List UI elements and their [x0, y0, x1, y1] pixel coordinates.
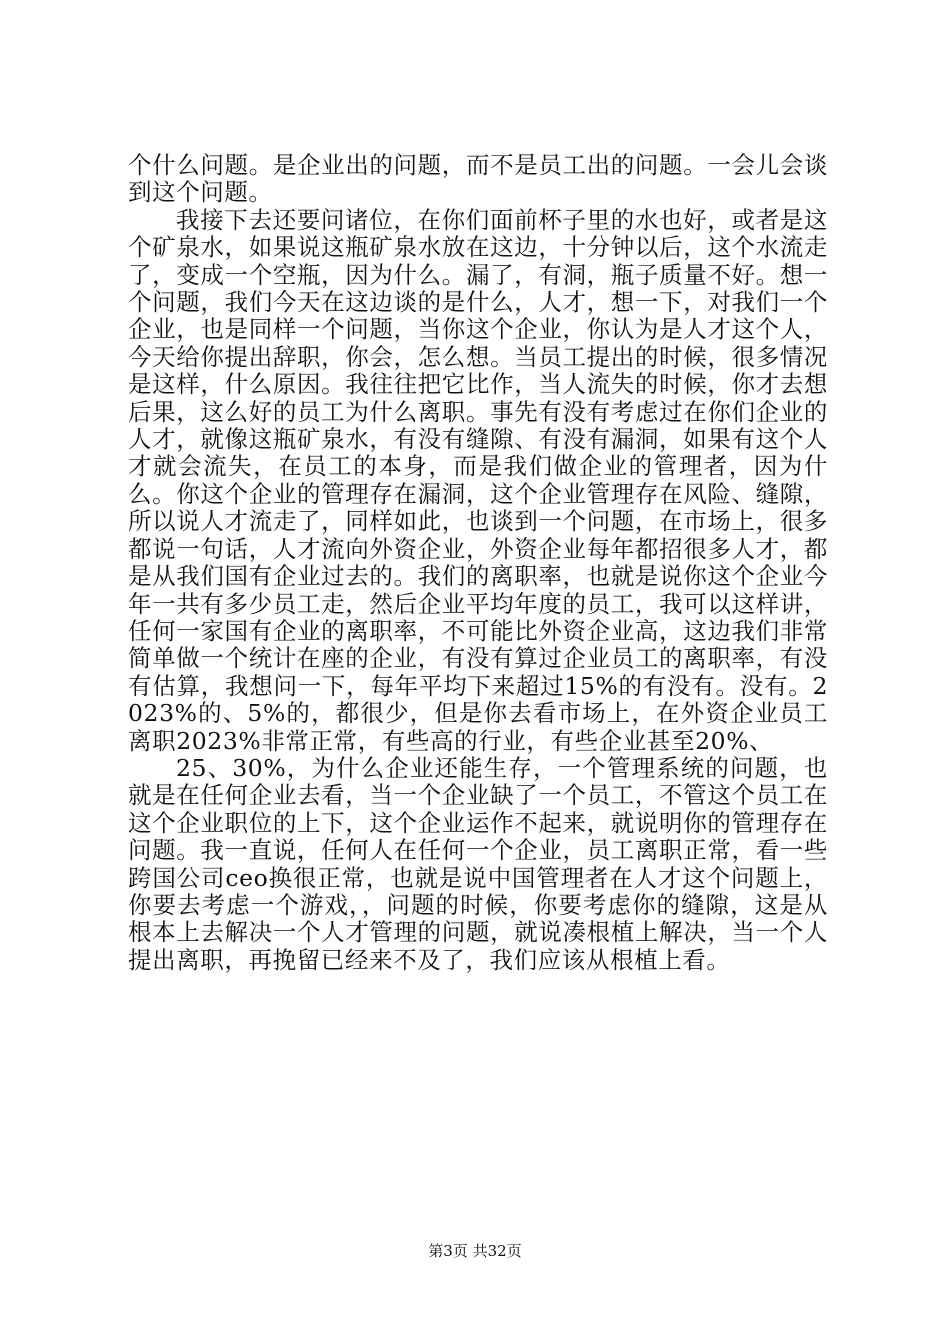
document-body	[128, 152, 828, 974]
paragraph-1: 个什么问题。是企业出的问题，而不是员工出的问题。一会儿会谈到这个问题。	[128, 151, 828, 207]
page-number: 第3页 共32页	[428, 1242, 522, 1260]
paragraph-3: 25、30%，为什么企业还能生存，一个管理系统的问题，也就是在任何企业去看，当一个企业缺了一个员工，不管这个员工在这个企业职位的上下，这个企业运作不起来，就说明你的管理存在问题。我一直说，任何人在任何一个企业，员工离职正常，看一些跨国公司ceo换很正常，也就是说中国管理者在人才这个问题上，你要去考虑一个游戏，，问题的时候，你要考虑你的缝隙，这是从根本上去解决一个人才管理的问题，就说凑根植上解决，当一个人提出离职，再挽留已经来不及了，我们应该从根植上看。	[128, 753, 828, 974]
paragraph-2: 我接下去还要问诸位，在你们面前杯子里的水也好，或者是这个矿泉水，如果说这瓶矿泉水放在这边，十分钟以后，这个水流走了，变成一个空瓶，因为什么。漏了，有洞，瓶子质量不好。想一个问题，我们今天在这边谈的是什么，人才，想一下，对我们一个企业，也是同样一个问题，当你这个企业，你认为是人才这个人，今天给你提出辞职，你会，怎么想。当员工提出的时候，很多情况是这样，什么原因。我往往把它比作，当人流失的时候，你才去想后果，这么好的员工为什么离职。事先有没有考虑过在你们企业的人才，就像这瓶矿泉水，有没有缝隙、有没有漏洞，如果有这个人才就会流失，在员工的本身，而是我们做企业的管理者，因为什么。你这个企业的管理存在漏洞，这个企业管理存在风险、缝隙，所以说人才流走了，同样如此，也谈到一个问题，在市场上，很多都说一句话，人才流向外资企业，外资企业每年都招很多人才，都是从我们国有企业过去的。我们的离职率，也就是说你这个企业今年一共有多少员工走，然后企业平均年度的员工，我可以这样讲，任何一家国有企业的离职率，不可能比外资企业高，这边我们非常简单做一个统计在座的企业，有没有算过企业员工的离职率，有没有估算，我想问一下，每年平均下来超过15%的有没有。没有。2023%的、5%的，都很少，但是你去看市场上，在外资企业员工离职2023%非常正常，有些高的行业，有些企业甚至20%、	[128, 205, 828, 755]
page-footer	[0, 1240, 950, 1261]
